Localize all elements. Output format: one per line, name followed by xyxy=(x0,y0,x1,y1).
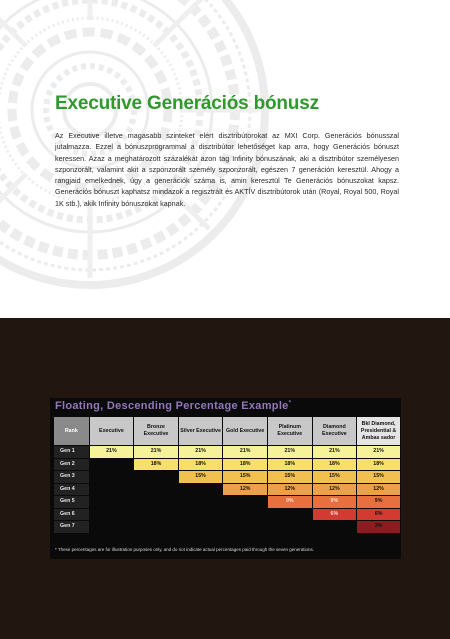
table-row xyxy=(54,496,401,509)
empty-cell xyxy=(178,496,223,509)
body-paragraph: Az Executive illetve magasabb szinteket elért disztribútorokat az MXI Corp. Generációs bónusszal jutalmazza. Ezzel a bónuszprogrammal a disztribútor lehetőséget kap arra, hogy Generációs bónuszt keressen. Azaz a meghatározott százalékát azon tag Infinity bónuszának, aki a disztribútor személyesen szponzorált, valamint akit a szponzorált személy szponzorált, egészen 7 generáción keresztül. Ahogy a rangjaid emelkednek, úgy a generációk száma is, amin keresztül Te Generációs bónuszokat kapsz. Generációs bónuszt kaphatsz mindazok a regisztrált és AKTÍV disztribútorok után (Royal, Royal 500, Royal 1K stb.), akik Infinity bónuszokat kapnak. xyxy=(55,131,399,208)
upper-section xyxy=(0,0,450,318)
percentage-cell: 12% xyxy=(312,483,357,496)
row-rank-label: Gen 6 xyxy=(54,508,90,521)
empty-cell xyxy=(134,483,179,496)
table-row xyxy=(54,458,401,471)
percentage-cell: 12% xyxy=(267,483,312,496)
percentage-cell: 18% xyxy=(178,458,223,471)
percentage-cell: 12% xyxy=(357,483,401,496)
header-row xyxy=(54,417,401,446)
row-rank-label: Gen 2 xyxy=(54,458,90,471)
empty-cell xyxy=(178,508,223,521)
row-rank-label: Gen 1 xyxy=(54,446,90,459)
header-rank: Rank xyxy=(54,417,90,446)
header-silver-executive: Silver Executive xyxy=(178,417,223,446)
percentage-cell: 21% xyxy=(267,446,312,459)
empty-cell xyxy=(134,521,179,534)
percentage-cell: 15% xyxy=(223,471,268,484)
percentage-cell: 15% xyxy=(267,471,312,484)
empty-cell xyxy=(312,521,357,534)
percentage-cell: 21% xyxy=(134,446,179,459)
table-body xyxy=(54,446,401,534)
header-executive: Executive xyxy=(89,417,134,446)
percentage-cell: 15% xyxy=(312,471,357,484)
percentage-cell: 15% xyxy=(357,471,401,484)
percentage-cell: 9% xyxy=(267,496,312,509)
percentage-cell: 12% xyxy=(223,483,268,496)
row-rank-label: Gen 5 xyxy=(54,496,90,509)
empty-cell xyxy=(134,496,179,509)
table-title-text: Floating, Descending Percentage Example xyxy=(55,400,289,412)
percentage-cell: 18% xyxy=(134,458,179,471)
empty-cell xyxy=(89,458,134,471)
empty-cell xyxy=(89,483,134,496)
table-row xyxy=(54,508,401,521)
table-row xyxy=(54,483,401,496)
percentage-cell: 15% xyxy=(178,471,223,484)
empty-cell xyxy=(89,508,134,521)
header-gold-executive: Gold Executive xyxy=(223,417,268,446)
percentage-cell: 18% xyxy=(267,458,312,471)
percentage-cell: 18% xyxy=(312,458,357,471)
table-title-mark: * xyxy=(288,400,292,407)
page-title: Executive Generációs bónusz xyxy=(55,93,319,114)
empty-cell xyxy=(223,521,268,534)
table-footnote: * These percentages are for illustration purposes only, and do not indicate actual percentages paid through the seven generations. xyxy=(55,547,315,552)
empty-cell xyxy=(89,471,134,484)
row-rank-label: Gen 7 xyxy=(54,521,90,534)
percentage-cell: 6% xyxy=(312,508,357,521)
percentage-cell: 18% xyxy=(223,458,268,471)
percentage-cell: 21% xyxy=(357,446,401,459)
empty-cell xyxy=(223,508,268,521)
empty-cell xyxy=(89,496,134,509)
header-bronze-executive: Bronze Executive xyxy=(134,417,179,446)
row-rank-label: Gen 3 xyxy=(54,471,90,484)
percentage-cell: 21% xyxy=(178,446,223,459)
percentage-cell: 18% xyxy=(357,458,401,471)
empty-cell xyxy=(178,483,223,496)
header-platinum-executive: Platinum Executive xyxy=(267,417,312,446)
percentage-cell: 6% xyxy=(357,508,401,521)
table-row xyxy=(54,471,401,484)
percentage-cell: 21% xyxy=(223,446,268,459)
percentage-table-card xyxy=(50,398,401,559)
percentage-cell: 21% xyxy=(312,446,357,459)
empty-cell xyxy=(267,508,312,521)
table-title xyxy=(55,400,291,412)
header-diamond-executive: Diamond Executive xyxy=(312,417,357,446)
empty-cell xyxy=(134,508,179,521)
empty-cell xyxy=(89,521,134,534)
empty-cell xyxy=(267,521,312,534)
percentage-cell: 9% xyxy=(312,496,357,509)
generation-percentage-table xyxy=(53,416,401,534)
percentage-cell: 9% xyxy=(357,496,401,509)
empty-cell xyxy=(223,496,268,509)
percentage-cell: 3% xyxy=(357,521,401,534)
table-row xyxy=(54,521,401,534)
empty-cell xyxy=(134,471,179,484)
header-blue-diamond-presidential-ambassador: Bkl Diamond, Presidential & Ambas sador xyxy=(357,417,401,446)
percentage-cell: 21% xyxy=(89,446,134,459)
row-rank-label: Gen 4 xyxy=(54,483,90,496)
table-row xyxy=(54,446,401,459)
empty-cell xyxy=(178,521,223,534)
